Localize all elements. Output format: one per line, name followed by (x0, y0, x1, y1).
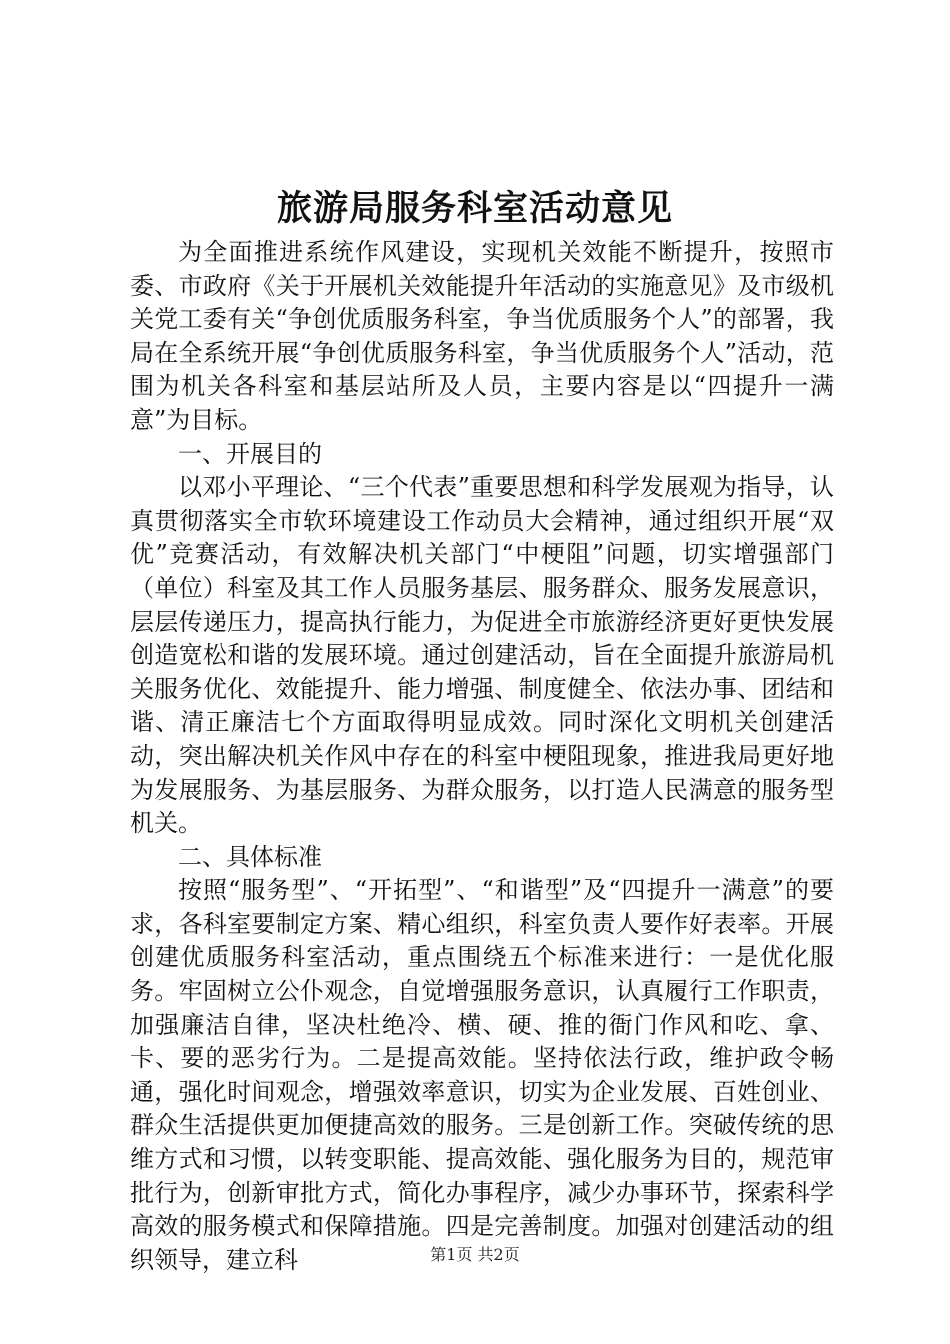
paragraph-intro: 为全面推进系统作风建设，实现机关效能不断提升，按照市委、市政府《关于开展机关效能提升年活动的实施意见》及市级机关党工委有关“争创优质服务科室，争当优质服务个人”的部署，我局在全系统开展“争创优质服务科室，争当优质服务个人”活动，范围为机关各科室和基层站所及人员，主要内容是以“四提升一满意”为目标。 (130, 238, 834, 434)
paragraph-standards: 按照“服务型”、“开拓型”、“和谐型”及“四提升一满意”的要求，各科室要制定方案、精心组织，科室负责人要作好表率。开展创建优质服务科室活动，重点围绕五个标准来进行：一是优化服务。牢固树立公仆观念，自觉增强服务意识，认真履行工作职责，加强廉洁自律，坚决杜绝冷、横、硬、推的衙门作风和吃、拿、卡、要的恶劣行为。二是提高效能。坚持依法行政，维护政令畅通，强化时间观念，增强效率意识，切实为企业发展、百姓创业、群众生活提供更加便捷高效的服务。三是创新工作。突破传统的思维方式和习惯，以转变职能、提高效能、强化服务为目的，规范审批行为，创新审批方式，简化办事程序，减少办事环节，探索科学高效的服务模式和保障措施。四是完善制度。加强对创建活动的组织领导，建立科 (130, 876, 834, 1274)
document-title: 旅游局服务科室活动意见 (276, 188, 673, 229)
page-footer: 第1页 共2页 (430, 1245, 520, 1264)
section-heading-purpose: 一、开展目的 (178, 439, 322, 468)
document-body (130, 236, 834, 1277)
paragraph-purpose: 以邓小平理论、“三个代表”重要思想和科学发展观为指导，认真贯彻落实全市软环境建设工作动员大会精神，通过组织开展“双优”竞赛活动，有效解决机关部门“中梗阻”问题，切实增强部门（单位）科室及其工作人员服务基层、服务群众、服务发展意识，层层传递压力，提高执行能力，为促进全市旅游经济更好更快发展创造宽松和谐的发展环境。通过创建活动，旨在全面提升旅游局机关服务优化、效能提升、能力增强、制度健全、依法办事、团结和谐、清正廉洁七个方面取得明显成效。同时深化文明机关创建活动，突出解决机关作风中存在的科室中梗阻现象，推进我局更好地为发展服务、为基层服务、为群众服务，以打造人民满意的服务型机关。 (130, 473, 834, 838)
section-heading-standards: 二、具体标准 (178, 842, 322, 871)
